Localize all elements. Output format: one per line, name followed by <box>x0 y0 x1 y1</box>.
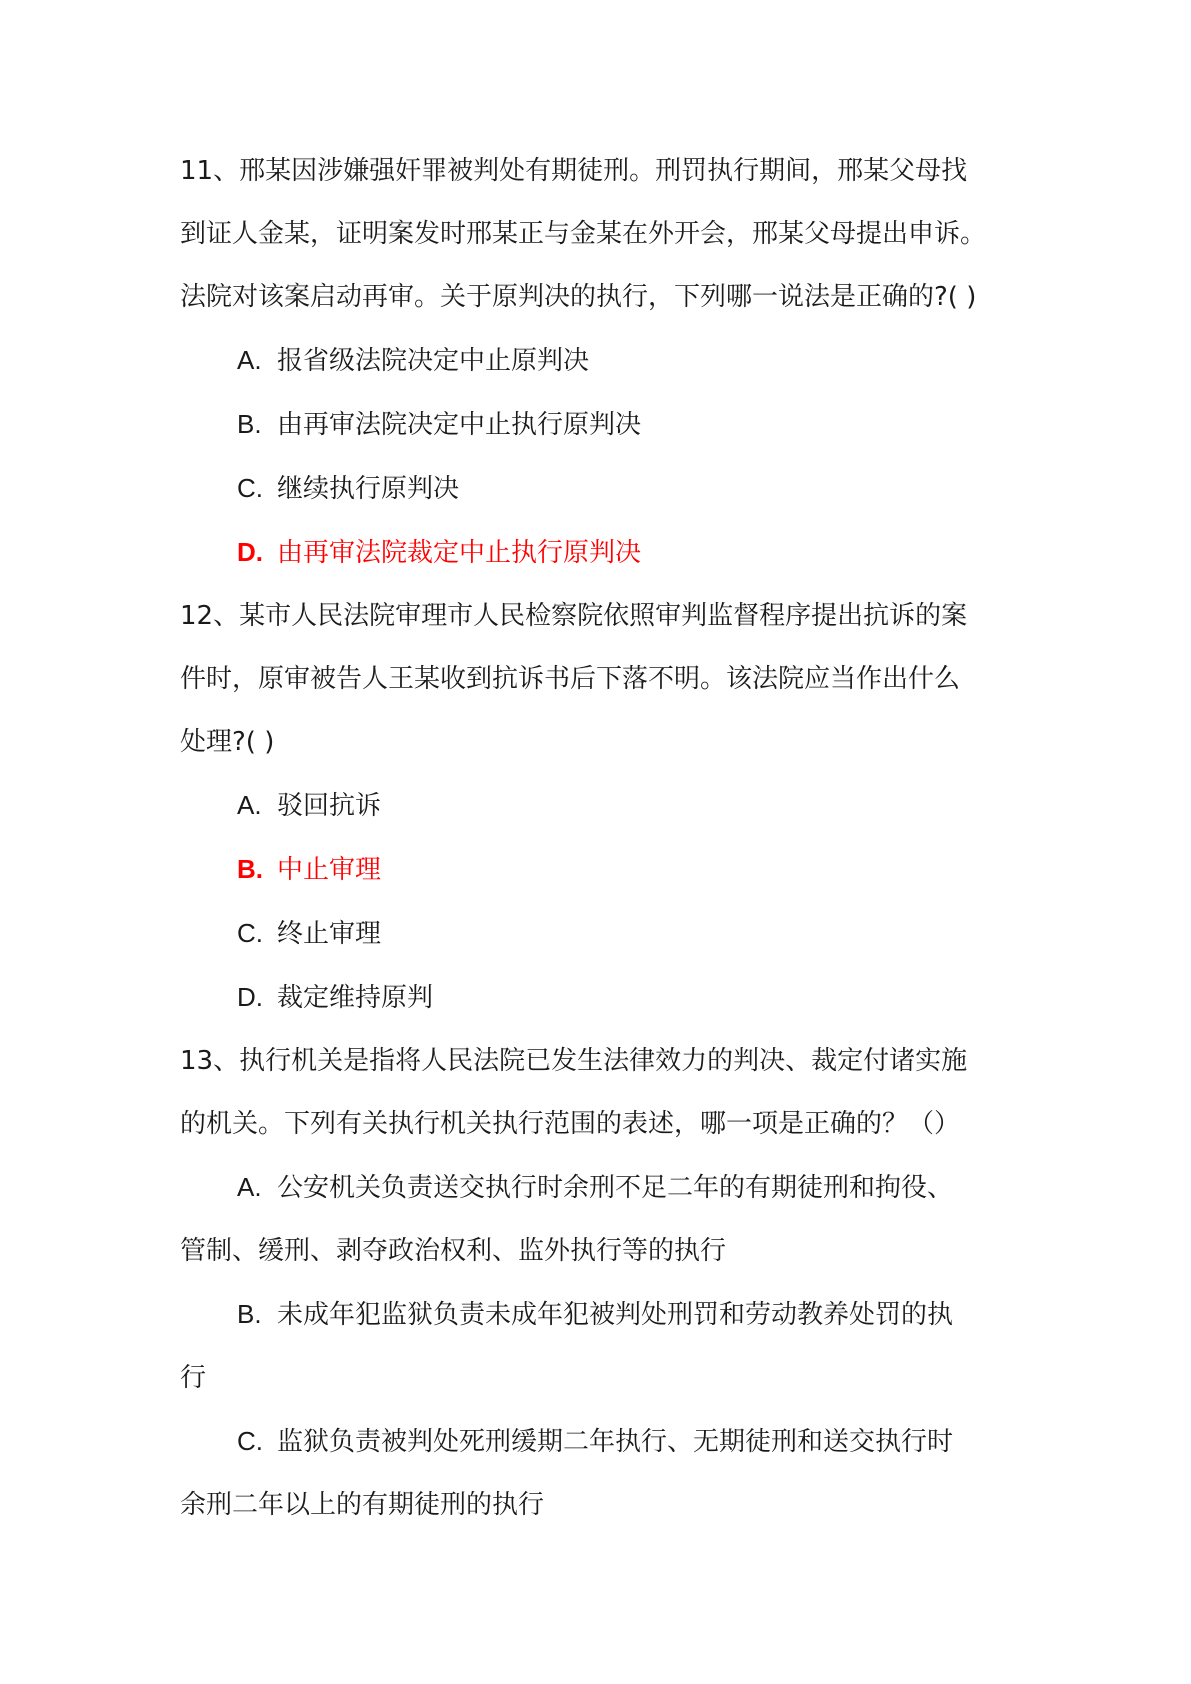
option-continuation: 余刑二年以上的有期徒刑的执行 <box>180 1490 545 1520</box>
option-b <box>180 393 1015 457</box>
option-letter: D. <box>237 982 263 1012</box>
option-c <box>180 902 1015 966</box>
option-text: 由再审法院裁定中止执行原判决 <box>277 538 642 568</box>
option-letter: B. <box>237 1299 262 1329</box>
option-text: 中止审理 <box>277 855 382 885</box>
option-text: 监狱负责被判处死刑缓期二年执行、无期徒刑和送交执行时 <box>277 1427 954 1457</box>
option-text: 由再审法院决定中止执行原判决 <box>277 410 642 440</box>
question-11 <box>180 140 1015 585</box>
option-text: 驳回抗诉 <box>277 791 382 821</box>
question-text-line: 件时，原审被告人王某收到抗诉书后下落不明。该法院应当作出什么 <box>180 664 961 694</box>
question-text-line: 13、执行机关是指将人民法院已发生法律效力的判决、裁定付诸实施 <box>180 1046 968 1076</box>
option-text: 继续执行原判决 <box>277 474 460 504</box>
option-letter: C. <box>237 918 263 948</box>
option-a <box>180 1156 1015 1220</box>
option-letter: B. <box>237 409 262 439</box>
option-a <box>180 774 1015 838</box>
question-text-line: 处理?( ) <box>180 727 275 757</box>
option-continuation: 行 <box>180 1363 207 1393</box>
option-b <box>180 1283 1015 1347</box>
question-text-line: 法院对该案启动再审。关于原判决的执行，下列哪一说法是正确的?( ) <box>180 282 977 312</box>
question-text-line: 11、邢某因涉嫌强奸罪被判处有期徒刑。刑罚执行期间，邢某父母找 <box>180 156 968 186</box>
option-continuation: 管制、缓刑、剥夺政治权利、监外执行等的执行 <box>180 1236 727 1266</box>
option-text: 未成年犯监狱负责未成年犯被判处刑罚和劳动教养处罚的执 <box>277 1300 954 1330</box>
question-text-line: 12、某市人民法院审理市人民检察院依照审判监督程序提出抗诉的案 <box>180 601 968 631</box>
option-c <box>180 457 1015 521</box>
question-12 <box>180 585 1015 1030</box>
document-page <box>180 140 1015 1537</box>
option-letter: A. <box>237 790 262 820</box>
question-text-line: 的机关。下列有关执行机关执行范围的表述，哪一项是正确的？（） <box>180 1109 961 1139</box>
option-letter: D. <box>237 537 263 567</box>
option-letter: A. <box>237 345 262 375</box>
option-d <box>180 966 1015 1030</box>
option-letter: A. <box>237 1172 262 1202</box>
option-c <box>180 1410 1015 1474</box>
option-text: 终止审理 <box>277 919 382 949</box>
option-letter: C. <box>237 1426 263 1456</box>
question-text-line: 到证人金某，证明案发时邢某正与金某在外开会，邢某父母提出申诉。 <box>180 219 987 249</box>
option-text: 报省级法院决定中止原判决 <box>277 346 590 376</box>
option-letter: B. <box>237 854 263 884</box>
question-13 <box>180 1030 1015 1537</box>
option-d-correct-answer <box>180 521 1015 585</box>
option-text: 裁定维持原判 <box>277 983 434 1013</box>
option-text: 公安机关负责送交执行时余刑不足二年的有期徒刑和拘役、 <box>277 1173 954 1203</box>
option-b-correct-answer <box>180 838 1015 902</box>
option-letter: C. <box>237 473 263 503</box>
option-a <box>180 329 1015 393</box>
